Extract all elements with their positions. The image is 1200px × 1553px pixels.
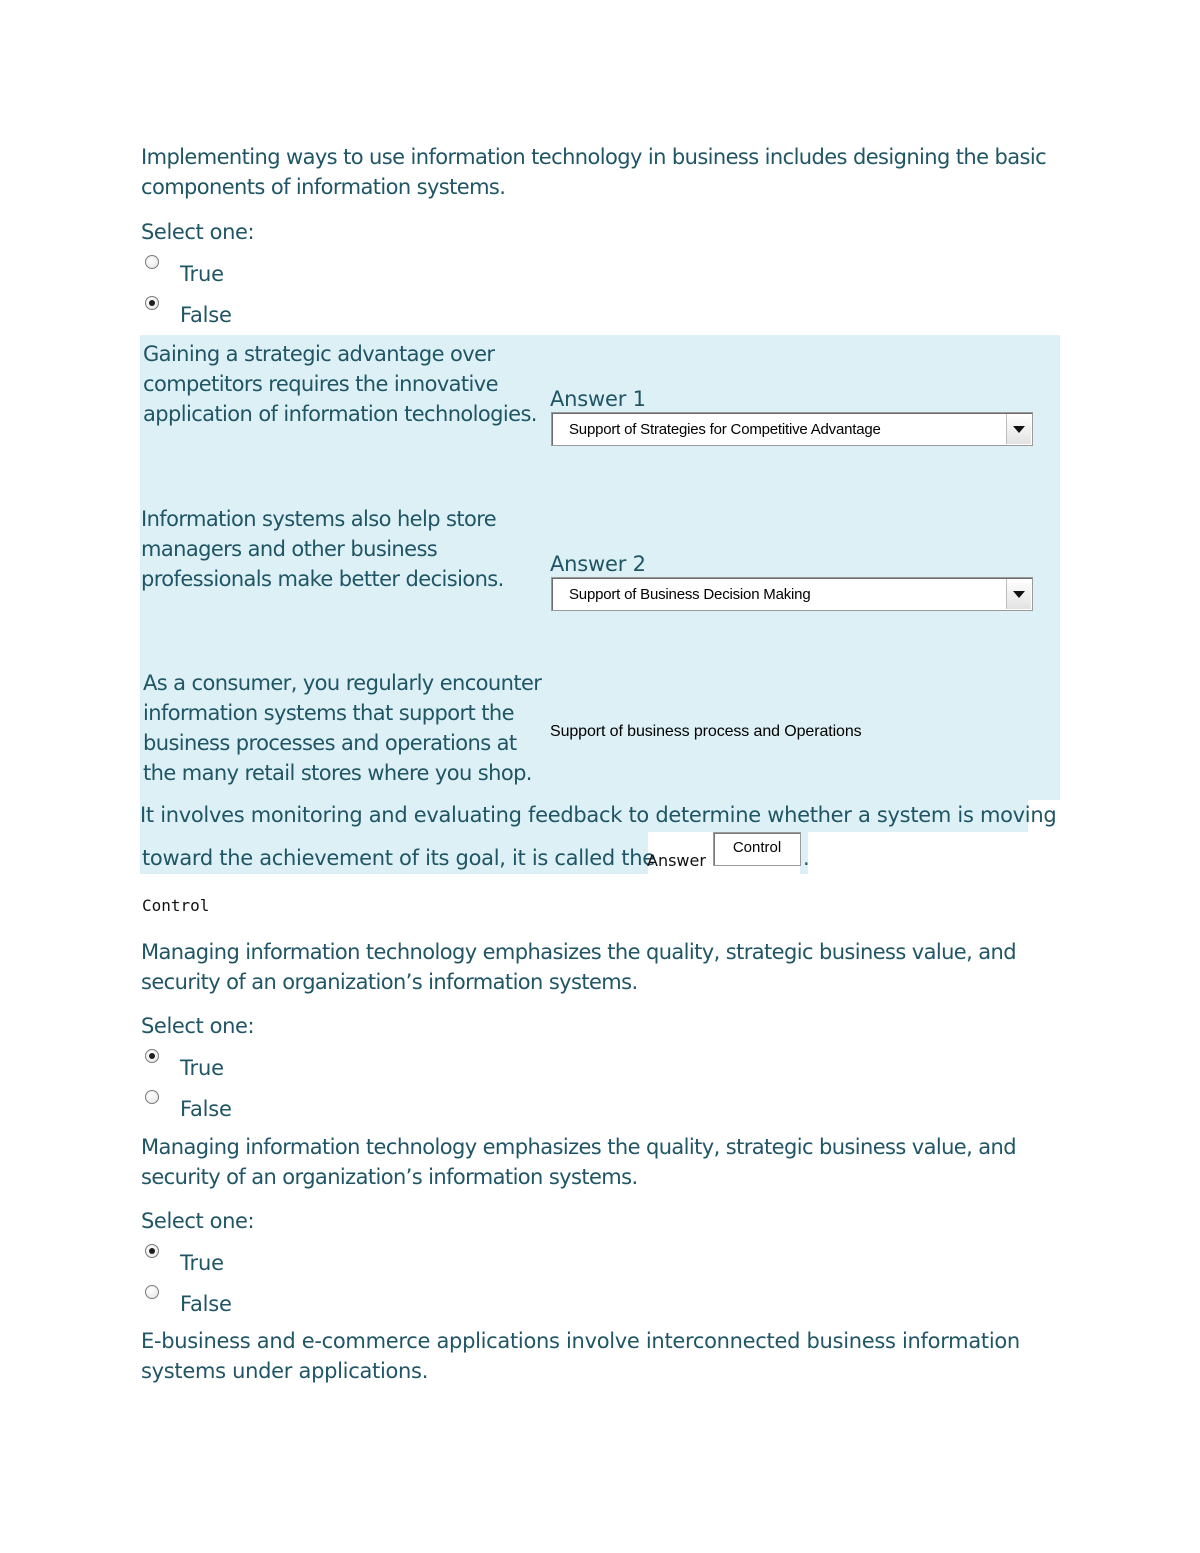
question-5-select-label: Select one:	[141, 1209, 255, 1233]
question-3-answer-input[interactable]: Control	[713, 832, 801, 866]
question-3-trailing-period: .	[803, 846, 810, 870]
matching-item-2-line: professionals make better decisions.	[141, 567, 504, 591]
question-4-radio-false[interactable]	[145, 1090, 159, 1104]
matching-item-1-line: Gaining a strategic advantage over	[143, 342, 495, 366]
question-4-line-2: security of an organization’s information systems.	[141, 970, 638, 994]
question-5-radio-false[interactable]	[145, 1285, 159, 1299]
question-4-line-1: Managing information technology emphasizes the quality, strategic business value, and	[141, 940, 1016, 964]
question-1-radio-false[interactable]	[145, 296, 159, 310]
question-1-line-1: Implementing ways to use information technology in business includes designing the basic	[141, 145, 1047, 169]
matching-item-2-line: managers and other business	[141, 537, 438, 561]
question-6-line-1: E-business and e-commerce applications involve interconnected business information	[141, 1329, 1020, 1353]
question-5-text	[141, 1132, 1061, 1192]
matching-item-3-line: As a consumer, you regularly encounter	[143, 671, 542, 695]
matching-item-2-text	[141, 504, 541, 594]
question-1-radio-true[interactable]	[145, 255, 159, 269]
matching-item-1-line: competitors requires the innovative	[143, 372, 498, 396]
question-1-option-true-label[interactable]: True	[180, 262, 224, 286]
matching-item-2-line: Information systems also help store	[141, 507, 497, 531]
question-1-text	[141, 142, 1061, 202]
question-5-radio-true[interactable]	[145, 1244, 159, 1258]
question-1-line-2: components of information systems.	[141, 175, 506, 199]
question-5-line-2: security of an organization’s information systems.	[141, 1165, 638, 1189]
question-6-line-2: systems under applications.	[141, 1359, 429, 1383]
question-4-text	[141, 937, 1061, 997]
question-4-select-label: Select one:	[141, 1014, 255, 1038]
matching-item-1-line: application of information technologies.	[143, 402, 537, 426]
question-1-select-label: Select one:	[141, 220, 255, 244]
answer-2-select[interactable]	[551, 577, 1033, 611]
matching-item-1-text	[143, 339, 543, 429]
typed-answer-note: Control	[142, 896, 210, 915]
question-4-option-false-label[interactable]: False	[180, 1097, 232, 1121]
matching-item-3-line: information systems that support the	[143, 701, 514, 725]
question-4-option-true-label[interactable]: True	[180, 1056, 224, 1080]
matching-item-3-line: the many retail stores where you shop.	[143, 761, 532, 785]
question-5-line-1: Managing information technology emphasizes the quality, strategic business value, and	[141, 1135, 1016, 1159]
question-3-line-1: It involves monitoring and evaluating feedback to determine whether a system is moving	[140, 803, 1057, 827]
question-6-text	[141, 1326, 1061, 1386]
answer-2-label: Answer 2	[550, 552, 646, 576]
chevron-down-icon[interactable]	[1006, 579, 1031, 609]
answer-3-text: Support of business process and Operations	[550, 723, 862, 740]
answer-1-select[interactable]	[551, 412, 1033, 446]
answer-1-label: Answer 1	[550, 387, 646, 411]
answer-1-selected-value: Support of Strategies for Competitive Advantage	[569, 421, 881, 438]
question-3-answer-label: Answer	[647, 851, 706, 870]
matching-item-3-line: business processes and operations at	[143, 731, 517, 755]
question-3-line-2: toward the achievement of its goal, it is called the	[142, 846, 655, 870]
question-5-option-true-label[interactable]: True	[180, 1251, 224, 1275]
chevron-down-icon[interactable]	[1006, 414, 1031, 444]
question-4-radio-true[interactable]	[145, 1049, 159, 1063]
matching-item-3-text	[143, 668, 543, 788]
answer-2-selected-value: Support of Business Decision Making	[569, 586, 811, 603]
question-1-option-false-label[interactable]: False	[180, 303, 232, 327]
question-5-option-false-label[interactable]: False	[180, 1292, 232, 1316]
